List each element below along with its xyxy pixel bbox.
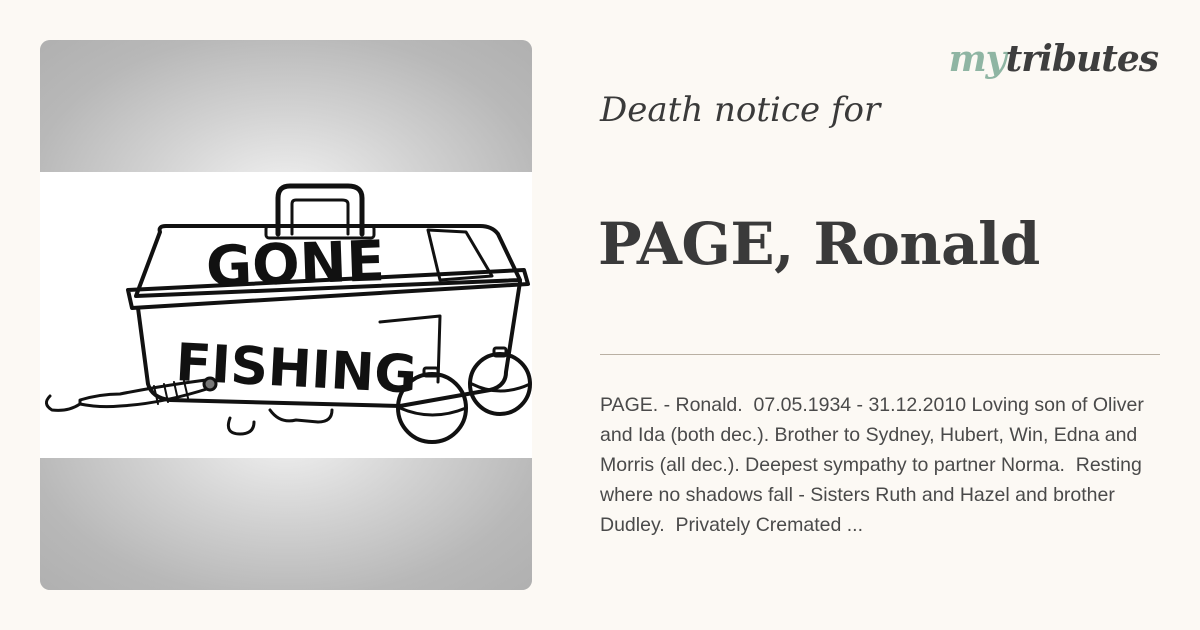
photo-blur-top — [40, 40, 532, 172]
logo-tributes: tributes — [1005, 38, 1158, 80]
notice-text: PAGE. - Ronald. 07.05.1934 - 31.12.2010 Loving son of Oliver and Ida (both dec.). Brother to Sydney, Hubert, Win, Edna and Morris (all dec.). Deepest sympathy to partner Norma. Resting where no shadows fall - Sisters Ruth and Hazel and brother Dudley. Privately Cremated ... — [600, 394, 1150, 536]
logo-my: my — [948, 38, 1006, 80]
mytributes-logo[interactable] — [949, 38, 1158, 80]
clipart-text-gone: GONE — [205, 229, 386, 301]
memorial-photo — [40, 40, 532, 590]
clipart-text-fishing: FISHING — [174, 333, 419, 406]
deceased-name: PAGE, Ronald — [598, 210, 1040, 278]
divider — [600, 354, 1160, 355]
notice-heading: Death notice for — [600, 90, 881, 130]
gone-fishing-clipart — [40, 172, 532, 458]
photo-blur-bottom — [40, 458, 532, 590]
